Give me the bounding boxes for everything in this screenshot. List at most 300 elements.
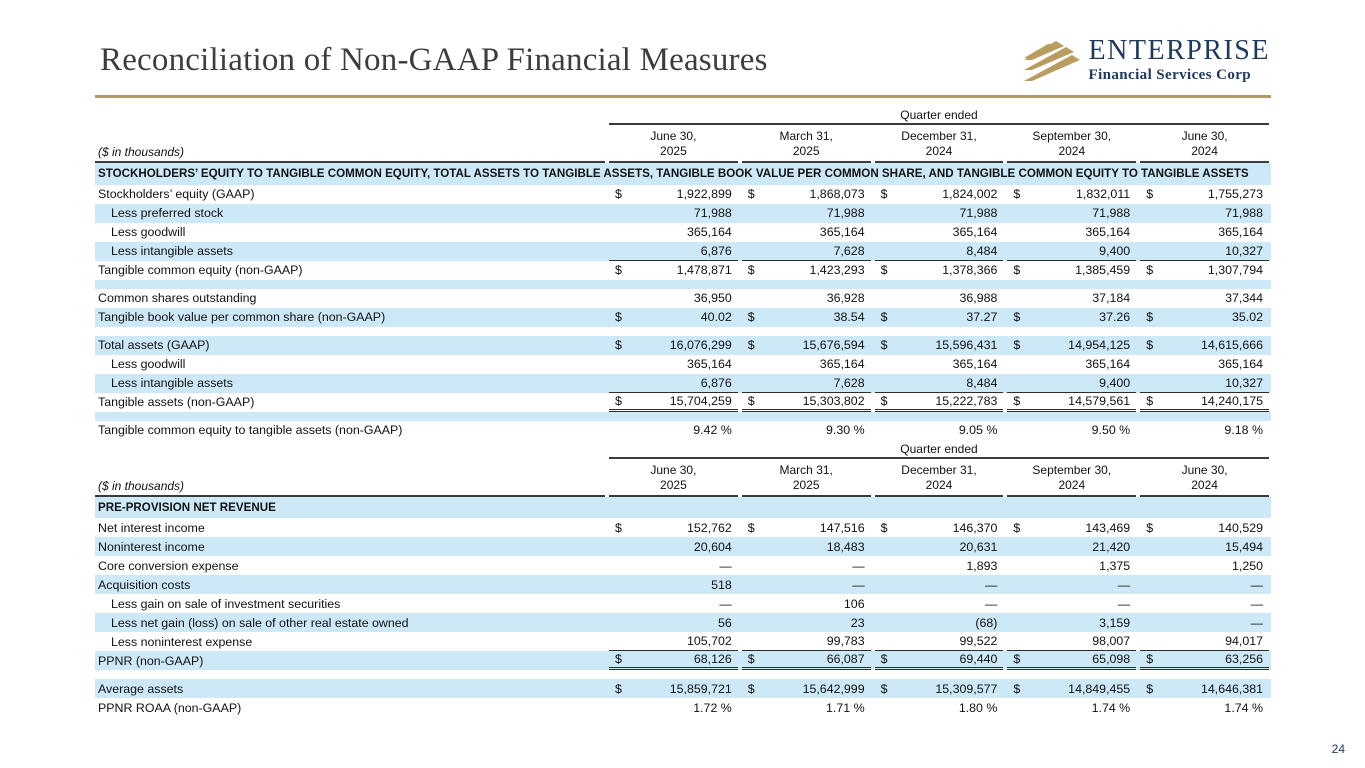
value-cell xyxy=(609,242,738,261)
cell-value: 1,378,366 xyxy=(942,263,998,278)
currency-symbol: $ xyxy=(747,520,755,535)
value-cell xyxy=(1140,289,1269,308)
column-header-year: 2024 xyxy=(1058,144,1086,158)
column-header-year: 2024 xyxy=(1191,477,1218,492)
cell-value: 365,164 xyxy=(1218,225,1263,240)
cell-value: 23 xyxy=(850,615,865,630)
value-cell xyxy=(875,613,1004,632)
cell-value: 9,400 xyxy=(1099,243,1131,258)
value-cell xyxy=(742,421,871,440)
table-row xyxy=(95,698,1271,717)
cell-value: 1,375 xyxy=(1099,558,1131,573)
cell-value: 71,988 xyxy=(1092,206,1131,221)
cell-value: 365,164 xyxy=(1085,357,1131,372)
column-header xyxy=(742,459,871,497)
value-cell xyxy=(609,651,738,670)
currency-symbol: $ xyxy=(1013,681,1021,696)
value-cell xyxy=(609,613,738,632)
value-cell xyxy=(609,355,738,374)
currency-symbol: $ xyxy=(747,187,755,202)
row-label: Stockholders’ equity (GAAP) xyxy=(98,187,255,202)
spacer-row xyxy=(95,280,1271,289)
cell-value: 6,876 xyxy=(700,375,732,390)
cell-value: 71,988 xyxy=(1225,206,1263,221)
cell-value: 37.27 xyxy=(966,310,998,325)
value-cell xyxy=(1140,223,1269,242)
value-cell xyxy=(1007,223,1136,242)
value-cell xyxy=(1007,679,1136,698)
cell-value: 21,420 xyxy=(1092,539,1131,554)
value-cell xyxy=(609,374,738,393)
table-header-row xyxy=(95,440,1271,459)
column-header-year: 2024 xyxy=(925,477,953,492)
table-row xyxy=(95,632,1271,651)
value-cell xyxy=(1007,204,1136,223)
value-cell xyxy=(1007,289,1136,308)
table-row xyxy=(95,575,1271,594)
value-cell xyxy=(1007,518,1136,537)
cell-value: 1,755,273 xyxy=(1207,187,1263,202)
value-cell xyxy=(742,698,871,717)
currency-symbol: $ xyxy=(1013,520,1021,535)
value-cell xyxy=(1140,613,1269,632)
table-row xyxy=(95,421,1271,440)
value-cell xyxy=(609,698,738,717)
cell-value: 518 xyxy=(711,577,732,592)
column-header-year: 2025 xyxy=(792,144,820,158)
currency-symbol: $ xyxy=(615,263,622,278)
cell-value: 15,596,431 xyxy=(935,338,998,353)
value-cell xyxy=(742,242,871,261)
row-label: Less intangible assets xyxy=(111,244,233,259)
cell-value: 99,783 xyxy=(826,634,865,649)
table-row xyxy=(95,613,1271,632)
spacer-row xyxy=(95,327,1271,336)
cell-value: 1,385,459 xyxy=(1075,263,1131,278)
cell-value: — xyxy=(852,577,865,592)
logo-company-subtitle: Financial Services Corp xyxy=(1088,66,1252,83)
value-cell xyxy=(875,632,1004,651)
cell-value: — xyxy=(852,558,865,573)
cell-value: 1.74 % xyxy=(1091,700,1131,715)
currency-symbol: $ xyxy=(880,187,888,202)
header-spacer-cell xyxy=(95,106,607,125)
table-row xyxy=(95,242,1271,261)
currency-symbol: $ xyxy=(1146,263,1154,278)
title-divider xyxy=(95,95,1271,98)
cell-value: 65,098 xyxy=(1092,652,1131,667)
quarter-ended-label: Quarter ended xyxy=(609,440,1269,459)
column-header-year: 2024 xyxy=(1191,144,1218,158)
value-cell xyxy=(1140,393,1269,412)
table-row xyxy=(95,594,1271,613)
currency-symbol: $ xyxy=(747,338,755,353)
row-label: Noninterest income xyxy=(98,539,205,554)
cell-value: 365,164 xyxy=(952,225,998,240)
value-cell xyxy=(875,698,1004,717)
currency-symbol: $ xyxy=(1013,310,1021,325)
cell-value: 1,307,794 xyxy=(1207,263,1263,278)
cell-value: 365,164 xyxy=(687,357,732,372)
cell-value: 15,222,783 xyxy=(935,393,998,408)
value-cell xyxy=(1140,185,1269,204)
column-header-year: 2025 xyxy=(660,144,687,158)
cell-value: 38.54 xyxy=(833,310,865,325)
cell-value: 14,615,666 xyxy=(1200,338,1263,353)
column-header-date: March 31, xyxy=(779,462,833,477)
table-row xyxy=(95,518,1271,537)
currency-symbol: $ xyxy=(1146,681,1154,696)
cell-value: 36,950 xyxy=(693,291,732,306)
currency-symbol: $ xyxy=(1013,187,1021,202)
value-cell xyxy=(609,185,738,204)
spacer-row xyxy=(95,670,1271,679)
cell-value: 105,702 xyxy=(687,634,732,649)
cell-value: 1,832,011 xyxy=(1075,187,1131,202)
column-header-year: 2025 xyxy=(660,477,687,492)
currency-symbol: $ xyxy=(747,263,755,278)
column-header xyxy=(1007,459,1136,497)
cell-value: 147,516 xyxy=(819,520,865,535)
cell-value: 15,704,259 xyxy=(669,393,732,408)
column-header xyxy=(609,125,738,163)
currency-symbol: $ xyxy=(747,393,755,408)
currency-symbol: $ xyxy=(1013,393,1021,408)
cell-value: 8,484 xyxy=(966,243,998,258)
value-cell xyxy=(1007,651,1136,670)
value-cell xyxy=(875,223,1004,242)
row-label: Average assets xyxy=(98,681,184,696)
table-row xyxy=(95,537,1271,556)
column-header-year: 2024 xyxy=(925,144,953,158)
value-cell xyxy=(609,336,738,355)
value-cell xyxy=(742,261,871,280)
value-cell xyxy=(1140,374,1269,393)
cell-value: 1,922,899 xyxy=(676,187,732,202)
cell-value: 9.50 % xyxy=(1091,423,1131,438)
header-spacer-cell xyxy=(95,440,607,459)
value-cell xyxy=(742,393,871,412)
table-row xyxy=(95,336,1271,355)
cell-value: 18,483 xyxy=(826,539,865,554)
cell-value: 6,876 xyxy=(700,243,732,258)
currency-symbol: $ xyxy=(615,652,622,667)
table-row xyxy=(95,393,1271,412)
cell-value: 37,344 xyxy=(1225,291,1263,306)
cell-value: (68) xyxy=(975,615,998,630)
value-cell xyxy=(1140,679,1269,698)
cell-value: 1.71 % xyxy=(826,700,865,715)
cell-value: 3,159 xyxy=(1099,615,1131,630)
column-header xyxy=(875,459,1004,497)
table-row xyxy=(95,679,1271,698)
value-cell xyxy=(609,679,738,698)
row-label: Tangible book value per common share (non-GAAP) xyxy=(98,310,386,325)
cell-value: 15,859,721 xyxy=(669,681,732,696)
table-header-row xyxy=(95,106,1271,125)
row-label: Common shares outstanding xyxy=(98,291,257,306)
section-header: STOCKHOLDERS’ EQUITY TO TANGIBLE COMMON EQUITY, TOTAL ASSETS TO TANGIBLE ASSETS, TANGIBLE BOOK VALUE PER COMMON SHARE, AND TANGIBLE COMMON EQUITY TO TANGIBLE ASSETS xyxy=(95,163,1271,185)
cell-value: 143,469 xyxy=(1085,520,1131,535)
value-cell xyxy=(742,594,871,613)
value-cell xyxy=(1140,575,1269,594)
value-cell xyxy=(609,556,738,575)
currency-symbol: $ xyxy=(615,520,622,535)
cell-value: 14,954,125 xyxy=(1068,338,1131,353)
page-title: Reconciliation of Non-GAAP Financial Measures xyxy=(100,42,768,78)
value-cell xyxy=(1140,242,1269,261)
cell-value: — xyxy=(1250,615,1263,630)
value-cell xyxy=(742,289,871,308)
currency-symbol: $ xyxy=(880,520,888,535)
value-cell xyxy=(742,679,871,698)
cell-value: — xyxy=(719,596,732,611)
value-cell xyxy=(1007,242,1136,261)
table-row xyxy=(95,204,1271,223)
value-cell xyxy=(1007,537,1136,556)
cell-value: 66,087 xyxy=(826,652,865,667)
value-cell xyxy=(742,613,871,632)
table-row xyxy=(95,355,1271,374)
row-label: PPNR (non-GAAP) xyxy=(98,653,204,668)
currency-symbol: $ xyxy=(1146,310,1154,325)
cell-value: 36,988 xyxy=(959,291,998,306)
cell-value: 15,309,577 xyxy=(935,681,998,696)
row-label: Tangible common equity to tangible assets (non-GAAP) xyxy=(98,423,403,438)
cell-value: 16,076,299 xyxy=(669,338,732,353)
currency-symbol: $ xyxy=(747,681,755,696)
row-label: Less goodwill xyxy=(111,357,186,372)
gold-stripes-icon xyxy=(1022,36,1080,83)
column-header-date: June 30, xyxy=(1181,129,1228,143)
value-cell xyxy=(1140,336,1269,355)
row-label: PPNR ROAA (non-GAAP) xyxy=(98,700,242,715)
currency-symbol: $ xyxy=(880,338,888,353)
cell-value: 71,988 xyxy=(826,206,865,221)
cell-value: 99,522 xyxy=(959,634,998,649)
cell-value: 9,400 xyxy=(1099,375,1131,390)
value-cell xyxy=(1140,421,1269,440)
cell-value: 365,164 xyxy=(687,225,732,240)
logo-company-name: ENTERPRISE xyxy=(1088,34,1270,66)
value-cell xyxy=(875,204,1004,223)
value-cell xyxy=(875,393,1004,412)
table-dates-row xyxy=(95,459,1271,497)
cell-value: 94,017 xyxy=(1225,634,1263,649)
value-cell xyxy=(875,289,1004,308)
cell-value: 20,631 xyxy=(959,539,998,554)
cell-value: 146,370 xyxy=(952,520,998,535)
value-cell xyxy=(609,289,738,308)
value-cell xyxy=(875,308,1004,327)
table-row xyxy=(95,651,1271,670)
column-header-date: June 30, xyxy=(1181,462,1228,477)
row-label: Less intangible assets xyxy=(111,376,233,391)
table-dates-row xyxy=(95,125,1271,163)
cell-value: 20,604 xyxy=(693,539,732,554)
value-cell xyxy=(875,679,1004,698)
cell-value: 56 xyxy=(718,615,732,630)
value-cell xyxy=(1007,556,1136,575)
column-header xyxy=(1140,459,1269,497)
cell-value: 9.05 % xyxy=(958,423,998,438)
value-cell xyxy=(875,575,1004,594)
cell-value: 365,164 xyxy=(952,357,998,372)
value-cell xyxy=(609,537,738,556)
row-label: Less noninterest expense xyxy=(111,634,253,649)
value-cell xyxy=(1140,261,1269,280)
column-header xyxy=(875,125,1004,163)
value-cell xyxy=(1007,336,1136,355)
cell-value: 15,303,802 xyxy=(802,393,865,408)
value-cell xyxy=(875,594,1004,613)
column-header xyxy=(742,125,871,163)
column-header-date: December 31, xyxy=(901,462,977,477)
cell-value: 14,849,455 xyxy=(1068,681,1131,696)
column-header-date: September 30, xyxy=(1032,462,1112,477)
cell-value: 9.30 % xyxy=(826,423,865,438)
value-cell xyxy=(1007,698,1136,717)
cell-value: — xyxy=(1117,596,1131,611)
cell-value: 37,184 xyxy=(1092,291,1131,306)
value-cell xyxy=(742,355,871,374)
value-cell xyxy=(609,261,738,280)
value-cell xyxy=(1007,308,1136,327)
column-header-year: 2025 xyxy=(792,477,820,492)
row-label: Less preferred stock xyxy=(111,206,224,221)
cell-value: 14,579,561 xyxy=(1068,393,1131,408)
value-cell xyxy=(742,537,871,556)
table-row xyxy=(95,289,1271,308)
cell-value: 1,824,002 xyxy=(942,187,998,202)
cell-value: 14,646,381 xyxy=(1200,681,1263,696)
currency-symbol: $ xyxy=(1013,338,1021,353)
column-header xyxy=(1140,125,1269,163)
value-cell xyxy=(875,651,1004,670)
currency-symbol: $ xyxy=(880,393,888,408)
value-cell xyxy=(742,575,871,594)
value-cell xyxy=(1140,651,1269,670)
value-cell xyxy=(875,336,1004,355)
value-cell xyxy=(1007,374,1136,393)
currency-symbol: $ xyxy=(1146,338,1154,353)
value-cell xyxy=(1007,594,1136,613)
column-header xyxy=(1007,125,1136,163)
cell-value: 8,484 xyxy=(966,375,998,390)
units-note: ($ in thousands) xyxy=(95,125,605,163)
currency-symbol: $ xyxy=(880,310,888,325)
value-cell xyxy=(609,204,738,223)
currency-symbol: $ xyxy=(1146,187,1154,202)
value-cell xyxy=(875,242,1004,261)
page-number: 24 xyxy=(1331,742,1345,756)
currency-symbol: $ xyxy=(615,310,622,325)
value-cell xyxy=(742,556,871,575)
value-cell xyxy=(1140,632,1269,651)
company-logo xyxy=(1022,36,1270,83)
value-cell xyxy=(609,575,738,594)
cell-value: 1,250 xyxy=(1231,558,1263,573)
value-cell xyxy=(875,537,1004,556)
value-cell xyxy=(875,374,1004,393)
cell-value: 1,893 xyxy=(966,558,998,573)
spacer-row xyxy=(95,412,1271,421)
column-header-date: September 30, xyxy=(1032,129,1112,143)
currency-symbol: $ xyxy=(1146,652,1154,667)
cell-value: 10,327 xyxy=(1225,243,1263,258)
column-header-date: June 30, xyxy=(650,462,697,477)
value-cell xyxy=(1007,185,1136,204)
cell-value: 1.72 % xyxy=(693,700,732,715)
column-header-date: March 31, xyxy=(779,129,833,143)
currency-symbol: $ xyxy=(747,310,755,325)
value-cell xyxy=(742,374,871,393)
value-cell xyxy=(1140,518,1269,537)
value-cell xyxy=(1007,393,1136,412)
column-header xyxy=(609,459,738,497)
cell-value: 365,164 xyxy=(1085,225,1131,240)
value-cell xyxy=(1140,594,1269,613)
value-cell xyxy=(875,421,1004,440)
value-cell xyxy=(1007,613,1136,632)
cell-value: 40.02 xyxy=(700,310,732,325)
row-label: Net interest income xyxy=(98,520,205,535)
cell-value: — xyxy=(1250,596,1263,611)
value-cell xyxy=(875,355,1004,374)
cell-value: 69,440 xyxy=(959,652,998,667)
table-row xyxy=(95,374,1271,393)
cell-value: 15,642,999 xyxy=(802,681,865,696)
table-row xyxy=(95,308,1271,327)
currency-symbol: $ xyxy=(880,263,888,278)
value-cell xyxy=(875,261,1004,280)
units-note: ($ in thousands) xyxy=(95,459,605,497)
value-cell xyxy=(742,518,871,537)
value-cell xyxy=(609,308,738,327)
cell-value: 152,762 xyxy=(687,520,732,535)
cell-value: 9.42 % xyxy=(693,423,732,438)
cell-value: 15,676,594 xyxy=(802,338,865,353)
row-label: Less goodwill xyxy=(111,225,186,240)
cell-value: 7,628 xyxy=(833,375,865,390)
cell-value: 63,256 xyxy=(1225,652,1263,667)
cell-value: 98,007 xyxy=(1092,634,1131,649)
table-row xyxy=(95,556,1271,575)
row-label: Core conversion expense xyxy=(98,558,239,573)
cell-value: 365,164 xyxy=(819,225,865,240)
currency-symbol: $ xyxy=(1013,652,1021,667)
value-cell xyxy=(742,308,871,327)
value-cell xyxy=(609,223,738,242)
value-cell xyxy=(1007,421,1136,440)
value-cell xyxy=(742,204,871,223)
cell-value: 1,478,871 xyxy=(676,263,732,278)
column-header-date: June 30, xyxy=(650,129,697,143)
cell-value: — xyxy=(985,596,998,611)
value-cell xyxy=(609,594,738,613)
table-ppnr xyxy=(95,440,1271,718)
value-cell xyxy=(609,393,738,412)
row-label: Tangible common equity (non-GAAP) xyxy=(98,263,303,278)
currency-symbol: $ xyxy=(747,652,755,667)
cell-value: 9.18 % xyxy=(1224,423,1263,438)
cell-value: 71,988 xyxy=(959,206,998,221)
logo-text xyxy=(1088,34,1270,83)
row-label: Acquisition costs xyxy=(98,577,191,592)
cell-value: 71,988 xyxy=(693,206,732,221)
cell-value: 68,126 xyxy=(693,652,732,667)
cell-value: — xyxy=(1117,577,1131,592)
